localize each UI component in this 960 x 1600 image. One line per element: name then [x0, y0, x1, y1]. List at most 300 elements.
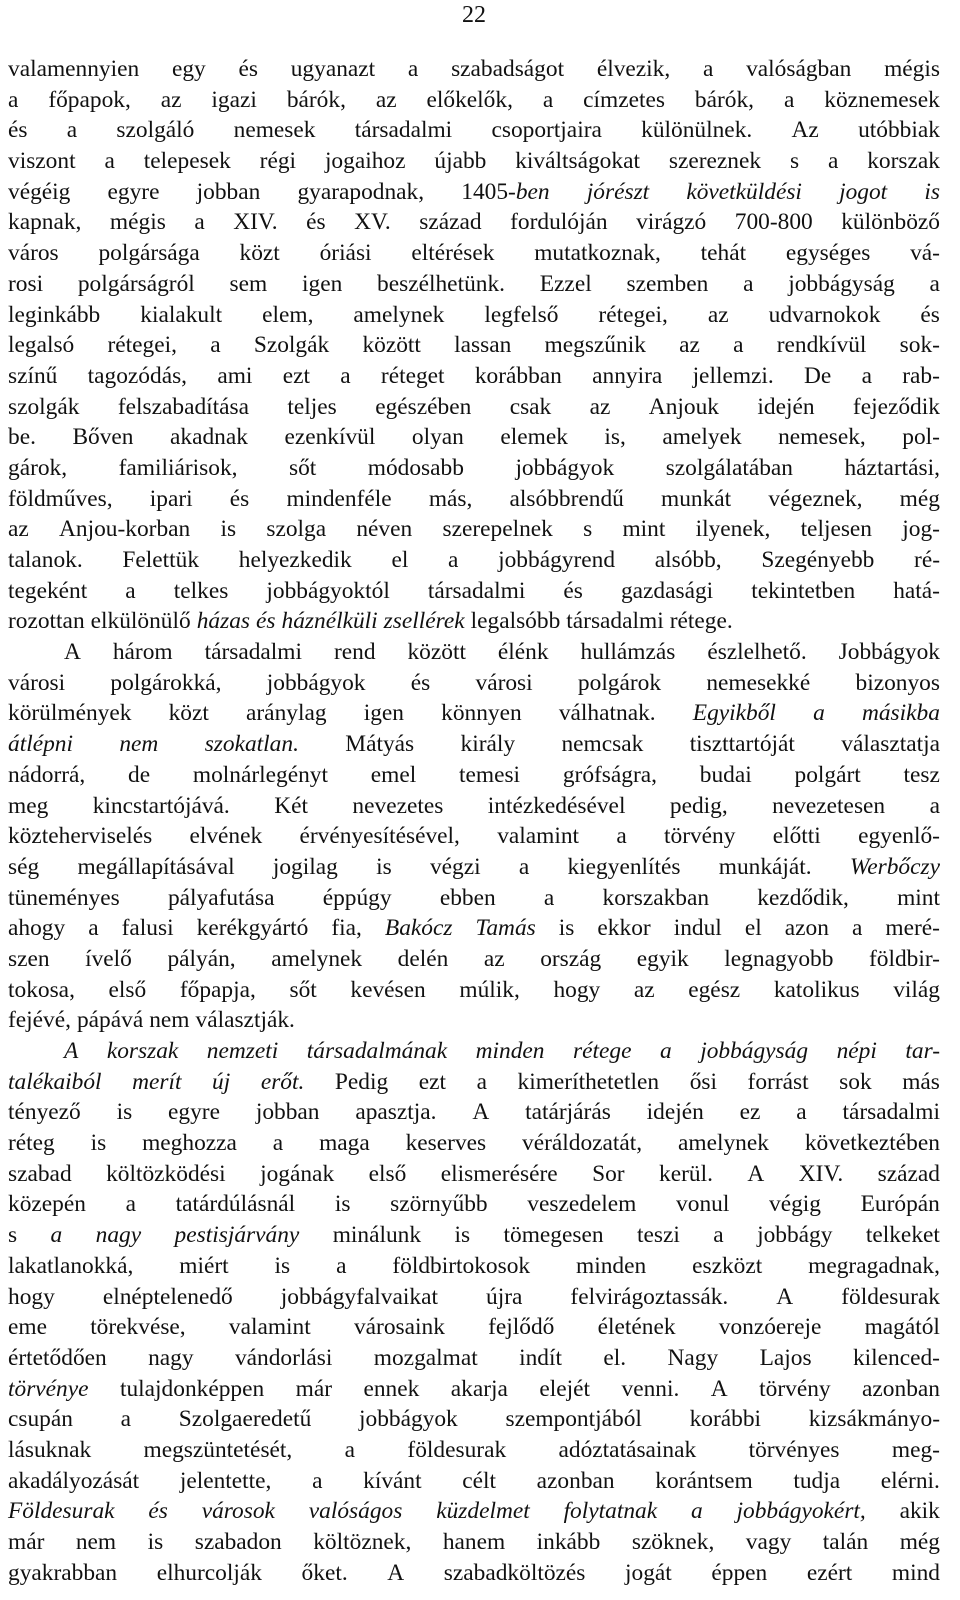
word: mint [622, 516, 666, 543]
word: familiárisok, [118, 454, 238, 481]
word: venni. [621, 1375, 680, 1402]
word: különülnek. [641, 117, 753, 144]
word: szemben [626, 270, 709, 297]
word: körülmények [8, 700, 132, 727]
word: városi [475, 669, 533, 696]
word: is [924, 178, 940, 205]
word: földbir- [868, 945, 940, 972]
word: előtti [772, 823, 821, 850]
word: földműves, [8, 485, 113, 512]
word: ezt [282, 362, 310, 389]
word: telkes [173, 577, 229, 604]
word: nem [119, 731, 159, 758]
word: népi [836, 1038, 877, 1064]
word: talékaiból [8, 1068, 102, 1095]
word: fejeződik [852, 393, 940, 420]
word: a [336, 1252, 347, 1279]
word: egyre [107, 178, 160, 205]
word: hullámzás [580, 639, 676, 666]
text-line [8, 54, 940, 85]
word: jobbágyrend [498, 547, 616, 573]
word: indít [519, 1344, 562, 1371]
word: szöknek, [631, 1529, 715, 1555]
word: társadalmi [204, 639, 303, 666]
text-line [8, 1128, 940, 1159]
word: hogy [8, 1283, 55, 1310]
word: egységes [785, 240, 871, 267]
word: nemesek, [778, 424, 866, 451]
word: mindenféle [286, 485, 392, 512]
word: elvének [189, 823, 263, 850]
word: is [376, 853, 392, 880]
word: hanem [442, 1529, 506, 1555]
word: jobbágyfalvaikat [280, 1283, 438, 1310]
word: közt [239, 240, 280, 267]
word: vonul [676, 1191, 730, 1218]
word: jog- [902, 516, 940, 543]
word: rosi [8, 270, 44, 297]
word: akik [899, 1498, 940, 1525]
word: Földesurak [8, 1498, 115, 1525]
text-line [8, 606, 940, 637]
word: tiszttartóját [689, 731, 795, 758]
word: módosabb [367, 454, 464, 481]
word: is [454, 1222, 471, 1249]
word: első [108, 976, 147, 1003]
word: A [64, 639, 81, 666]
word: budai [699, 761, 752, 788]
word: a [861, 362, 872, 389]
word: telkeket [865, 1222, 940, 1249]
word: a [476, 1068, 487, 1095]
word: szörnyűbb [390, 1191, 488, 1218]
word: be. [8, 424, 36, 451]
word: hogy [553, 976, 601, 1003]
word: talán [822, 1529, 869, 1555]
word: válhatnak. [558, 700, 656, 727]
word: főpapja, [179, 976, 256, 1003]
word: ahogy [8, 915, 66, 942]
word: azon [784, 915, 829, 942]
word: jobbágyság [788, 270, 895, 297]
word: Mátyás [345, 731, 415, 758]
word: kevésen [350, 976, 426, 1003]
word: társadalmi [354, 117, 453, 144]
word: a [125, 577, 136, 604]
word: igen [363, 700, 404, 727]
word: Tamás [475, 915, 536, 942]
word: tekintetben [751, 577, 856, 604]
word: leginkább [8, 301, 101, 328]
text-line [8, 1435, 940, 1466]
word: század [419, 209, 482, 236]
word: rend [333, 639, 376, 666]
word: Anjouk [648, 393, 719, 420]
word: amelynek [353, 301, 445, 328]
word: az [483, 945, 505, 972]
word: telepesek [143, 148, 231, 175]
word: a [713, 1222, 724, 1249]
word: a [518, 853, 530, 880]
word: igazi [211, 86, 257, 113]
word: a [851, 915, 863, 942]
word: lassan [454, 332, 512, 359]
word: címzetes [583, 86, 665, 113]
word: újabb [434, 148, 487, 175]
text-line [8, 85, 940, 116]
text-line [8, 1097, 940, 1128]
word: rétegei, [107, 332, 177, 359]
word: elismerésére [440, 1160, 558, 1187]
word: alsóbbrendű [509, 485, 624, 512]
text-line [8, 1374, 940, 1405]
text-line [8, 453, 940, 484]
word: főpapok, [48, 86, 131, 113]
word: eszközt [692, 1252, 763, 1279]
text-line [8, 361, 940, 392]
word: elnéptelenedő [102, 1283, 233, 1310]
word: akadnak [170, 424, 248, 451]
word: törekvése, [90, 1314, 186, 1341]
word: amelynek [271, 945, 363, 972]
word: el. [603, 1344, 627, 1371]
word: alsóbb, [654, 547, 722, 573]
word: ugyanazt [290, 56, 376, 82]
word: teljesen [800, 516, 873, 543]
word: első [368, 1160, 407, 1187]
word: Egyikből [692, 700, 776, 727]
word: társadalmának [306, 1038, 448, 1064]
word: fordulóján [510, 209, 608, 236]
word: legalsóbb [470, 608, 561, 635]
text-line [8, 238, 940, 269]
word: nevezetes [352, 792, 444, 819]
word: között [362, 332, 421, 359]
word: társadalmi [566, 608, 664, 635]
word: ország [540, 945, 602, 972]
word: tömegesen [503, 1222, 604, 1249]
word: kincstartójává. [92, 792, 230, 819]
word: rab- [902, 362, 940, 389]
word: amelynek [678, 1130, 769, 1157]
word: legfelső [484, 301, 559, 328]
word: vándorlási [234, 1344, 333, 1371]
word: teszi [636, 1222, 680, 1249]
word: előkelők, [426, 86, 513, 113]
word: gárok, [8, 454, 68, 481]
word: pályafutása [167, 884, 275, 911]
word: küzdelmet [436, 1498, 530, 1525]
text-line [8, 944, 940, 975]
word: szokatlan. [204, 731, 299, 758]
word: és [238, 56, 258, 82]
text-line [8, 913, 940, 944]
word: felszabadítása [117, 393, 250, 420]
word: gazdasági [620, 577, 714, 604]
word: csak [509, 393, 552, 420]
word: jogilag [272, 853, 338, 880]
word: és [8, 117, 28, 144]
word: kiváltságokat [515, 148, 640, 175]
text-line [8, 392, 940, 423]
word: a [120, 1406, 132, 1433]
text-line [8, 852, 940, 883]
word: a [813, 700, 825, 727]
word: követküldési [686, 178, 802, 205]
word: Nagy [667, 1344, 719, 1371]
word: emel [370, 761, 417, 788]
word: nemesek [233, 117, 316, 144]
word: fejlődő [488, 1314, 555, 1341]
word: molnárlegényt [192, 761, 328, 788]
word: meg- [891, 1436, 940, 1463]
word: éppúgy [322, 884, 392, 911]
word: szerepelnek [442, 516, 553, 543]
word: a [344, 1436, 356, 1463]
word: a [743, 270, 754, 297]
text-line [8, 760, 940, 791]
word: sem [229, 270, 268, 297]
word: sőt [288, 454, 317, 481]
word: ennek [363, 1375, 420, 1402]
word: de [128, 761, 151, 788]
text-line [8, 1404, 940, 1435]
word: zsellérek [383, 608, 465, 635]
word: közt [168, 700, 209, 727]
word: 700-800 [734, 209, 813, 236]
word: 1405- [461, 178, 516, 205]
word: tényező [8, 1099, 81, 1126]
word: ség [8, 853, 40, 880]
word: földesurak [841, 1283, 940, 1310]
word: s [583, 516, 593, 543]
word: lásuknak [8, 1436, 92, 1463]
word: tagozódás, [87, 362, 188, 389]
word: A [747, 1160, 765, 1187]
word: valamennyien [8, 56, 140, 82]
word: korábbi [689, 1406, 762, 1433]
word: is, [604, 424, 626, 451]
word: szolgálatában [665, 454, 793, 481]
word: földbirtokosok [392, 1252, 531, 1279]
word: bizonyos [855, 669, 940, 696]
word: vá- [910, 240, 940, 267]
word: De [804, 362, 832, 389]
word: óriási [319, 240, 372, 267]
word: elejét [539, 1375, 591, 1402]
word: a [104, 148, 115, 175]
word: pedig, [669, 792, 728, 819]
word: nádorrá, [8, 761, 86, 788]
text-line [8, 177, 940, 208]
word: még [899, 1529, 940, 1555]
word: akarja [450, 1375, 508, 1402]
word: Pedig [334, 1068, 389, 1095]
word: réteg [8, 1130, 55, 1157]
word: falusi [121, 915, 174, 942]
word: is [274, 1252, 291, 1279]
word: elérni. [880, 1467, 940, 1494]
word: tatárdúlásnál [175, 1191, 296, 1218]
word: város [8, 240, 59, 267]
word: a [50, 1222, 63, 1249]
word: régi [259, 148, 297, 175]
word: városi [8, 669, 66, 696]
word: észlelhető. [707, 639, 807, 666]
text-line [8, 1558, 940, 1589]
word: az [375, 86, 397, 113]
word: el [391, 547, 409, 573]
word: szolga [266, 516, 327, 543]
word: ívelő [85, 945, 132, 972]
word: A [387, 1559, 405, 1586]
word: világ [893, 976, 940, 1003]
text-line [8, 115, 940, 146]
word: jellemzi. [692, 362, 774, 389]
word: A [64, 1038, 79, 1064]
word: elkülönülő [90, 608, 191, 635]
word: amelyek [662, 424, 742, 451]
word: a [194, 209, 205, 236]
word: választják. [195, 1007, 295, 1034]
word: már [295, 1375, 333, 1402]
word: a [690, 1498, 703, 1525]
word: sok [839, 1068, 872, 1095]
text-line [8, 576, 940, 607]
word: utóbbiak [858, 117, 940, 144]
word: valóságos [308, 1498, 403, 1525]
word: értetődően [8, 1344, 107, 1371]
word: társadalmi [842, 1099, 940, 1126]
word: akadályozását [8, 1467, 140, 1494]
word: jobbágy [757, 1222, 833, 1249]
word: is [90, 1130, 107, 1157]
word: a [125, 1191, 136, 1218]
word: másikba [861, 700, 940, 727]
word: kimeríthetetlen [517, 1068, 660, 1095]
word: el [744, 915, 762, 942]
word: a [543, 884, 555, 911]
word: Európán [860, 1191, 940, 1218]
word: nemesekké [706, 669, 811, 696]
text-line [8, 1159, 940, 1190]
word: mutatkoznak, [534, 240, 661, 267]
text-line [8, 1496, 940, 1527]
word: korszakban [602, 884, 710, 911]
word: és [256, 608, 276, 635]
body-text [8, 54, 940, 1588]
word: színű [8, 362, 58, 389]
word: merít [132, 1068, 182, 1095]
word: polgársága [98, 240, 200, 267]
word: és [148, 1498, 168, 1525]
word: a [210, 332, 221, 359]
word: fejévé, [8, 1007, 71, 1034]
word: jelentette, [179, 1467, 272, 1494]
word: a [783, 86, 795, 113]
word: Szolgaeredetű [178, 1406, 312, 1433]
text-line [8, 1251, 940, 1282]
word: az [679, 332, 700, 359]
word: a [929, 270, 940, 297]
word: maga [319, 1130, 370, 1157]
word: mind [891, 1559, 940, 1586]
text-line [8, 791, 940, 822]
word: gyakrabban [8, 1559, 118, 1586]
word: kialakult [140, 301, 223, 328]
word: rétege. [669, 608, 733, 635]
word: megszüntetését, [143, 1436, 293, 1463]
word: érvényesítésével, [299, 823, 460, 850]
word: jobbágyoktól [266, 577, 390, 604]
word: és [410, 669, 431, 696]
word: ezenkívül [284, 424, 376, 451]
word: A [472, 1099, 490, 1126]
word: szabadköltözés [443, 1559, 586, 1586]
word: jogot [839, 178, 888, 205]
word: is [334, 1191, 351, 1218]
word: megszűnik [544, 332, 646, 359]
word: gyarapodnak, [297, 178, 425, 205]
word: jobbágyok [266, 669, 366, 696]
word: nagy [95, 1222, 142, 1249]
word: megragadnak, [808, 1252, 940, 1279]
word: Az [791, 117, 819, 144]
word: eltérések [411, 240, 495, 267]
word: szabadon [194, 1529, 282, 1555]
word: a [448, 547, 459, 573]
word: az [633, 976, 655, 1003]
word: nagy [148, 1344, 194, 1371]
word: ez [739, 1099, 761, 1126]
text-line [8, 1036, 940, 1067]
word: ősi [689, 1068, 717, 1095]
word: jobban [196, 178, 261, 205]
word: éppen [711, 1559, 768, 1586]
word: polgárok [577, 669, 662, 696]
word: társadalmi [427, 577, 526, 604]
word: kilenced- [852, 1344, 940, 1371]
word: sőt [289, 976, 317, 1003]
word: egyenlő- [858, 823, 940, 850]
word: polgárságról [77, 270, 195, 297]
text-line [8, 207, 940, 238]
word: új [212, 1068, 231, 1095]
word: az [8, 516, 29, 543]
word: pápává [76, 1007, 144, 1034]
word: Werbőczy [849, 853, 940, 880]
text-line [8, 1466, 940, 1497]
word: munkáját. [718, 853, 812, 880]
text-line [8, 1312, 940, 1343]
word: adóztatásainak [558, 1436, 697, 1463]
text-line [8, 1343, 940, 1374]
word: Felettük [122, 547, 200, 573]
word: csoportjaira [491, 117, 602, 144]
text-line [8, 975, 940, 1006]
word: azonban [536, 1467, 615, 1494]
word: törvény [759, 1375, 831, 1402]
word: kapnak, [8, 209, 82, 236]
word: nem [149, 1007, 190, 1034]
word: a [312, 1467, 323, 1494]
word: földesurak [407, 1436, 507, 1463]
word: egy [171, 56, 206, 82]
word: magától [864, 1314, 940, 1341]
word: igen [302, 270, 343, 297]
word: szabadságot [451, 56, 565, 82]
word: néven [356, 516, 413, 543]
